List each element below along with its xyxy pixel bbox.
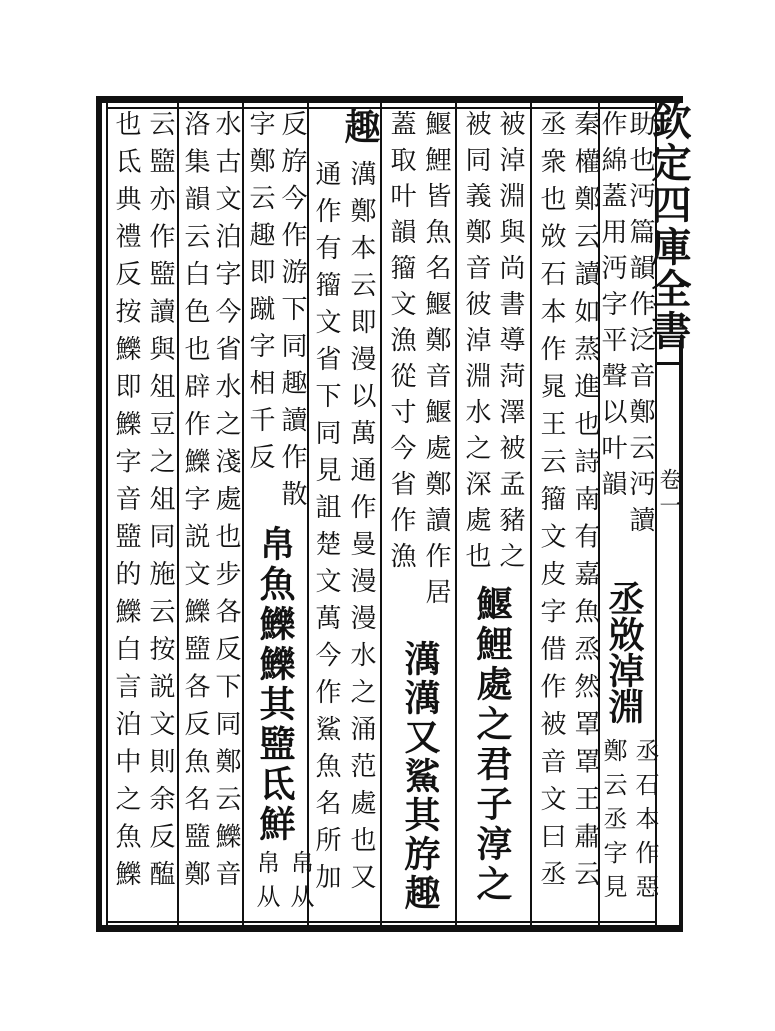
volume-label: 卷一: [656, 468, 681, 520]
annotation-col6-left: 字鄭云趣即蹴字相千反: [245, 110, 275, 480]
annotation-col6-lower-left: 帛从: [252, 850, 280, 918]
frame-top-border: [96, 96, 683, 103]
annotation-col8-right: 云盬亦作盬讀與俎豆之俎同施云按説文則余反醢: [145, 110, 175, 898]
annotation-col7-right: 水古文泊字今省水之淺處也步各反下同鄭云鱳音: [211, 110, 241, 898]
main-text-col4: 澫澫又鯊其斿趣: [399, 640, 441, 913]
annotation-col5-left: 通作有籀文省下同見詛楚文萬今作鯊魚名所加: [311, 160, 341, 900]
annotation-col5-right: 澫鄭本云即漫以萬通作曼漫漫水之涌范處也又: [346, 160, 376, 900]
column-rule: [530, 103, 532, 925]
annotation-col6-lower-right: 帛从: [286, 850, 314, 918]
annotation-col1-lower-left: 鄭云丞字見: [599, 738, 627, 908]
annotation-col4-left: 蓋取叶韻籀文漁從寸今省作漁: [386, 110, 416, 578]
annotation-col1-lower-right: 丞石本作惡: [631, 738, 659, 908]
annotation-col1-right: 助也沔篇韻作泛音鄭云沔讀: [625, 110, 655, 542]
main-text-col6: 帛魚鱳鱳其盬氐鮮: [254, 525, 296, 845]
annotation-col7-left: 洛集韻云白色也辟作鱳字説文鱳盬各反魚名盬鄭: [180, 110, 210, 898]
annotation-col2-left: 丞衆也敚石本作晁王云籀文皮字借作被音文曰丞: [536, 110, 566, 898]
annotation-col4-right: 鰋鯉皆魚名鰋鄭音鰋處鄭讀作居: [421, 110, 451, 614]
frame-left-border: [96, 96, 102, 932]
annotation-col6-right: 反斿今作游下同趣讀作散: [277, 110, 307, 517]
column-rule: [380, 103, 382, 925]
annotation-col3-left: 被同義鄭音彼淖淵水之深處也: [461, 110, 491, 578]
annotation-col1-left: 作綿蓋用沔字平聲以叶韻: [597, 110, 627, 506]
main-text-col1: 丞敚淖淵: [603, 580, 645, 724]
frame-inner-left-line: [106, 103, 108, 925]
column-rule: [455, 103, 457, 925]
annotation-col3-right: 被淖淵與尚書導菏澤被孟豬之: [495, 110, 525, 578]
main-text-col3: 鰋鯉處之君子淳之: [471, 585, 513, 905]
annotation-col2-right: 秦權鄭云讀如蒸進也詩南有嘉魚烝然罩罩王肅云: [570, 110, 600, 898]
book-title: 欽定四庫全書: [645, 100, 692, 352]
frame-bottom-border: [96, 925, 683, 932]
main-text-col5-top: 趣: [339, 108, 381, 144]
annotation-col8-left: 也氐典禮反按鱳即鱳字音盬的鱳白言泊中之魚鱳: [111, 110, 141, 898]
